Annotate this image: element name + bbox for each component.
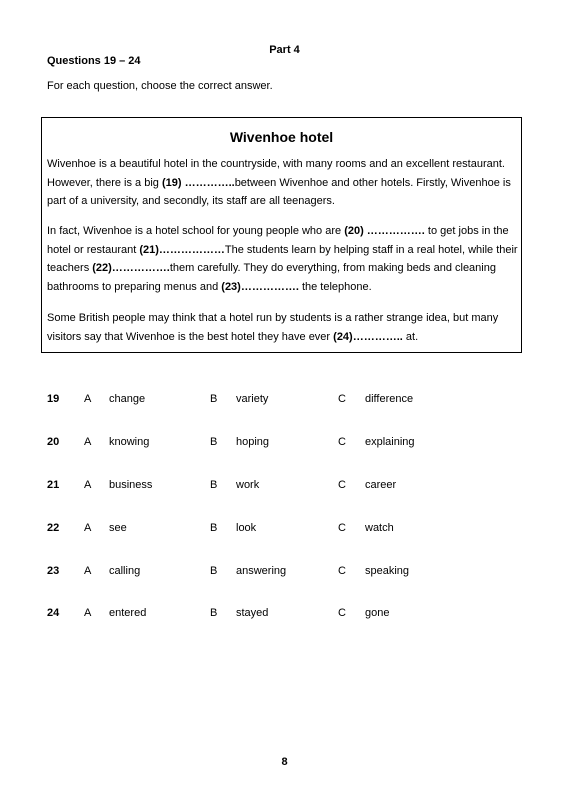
option-letter-b: B bbox=[210, 607, 218, 619]
gap-19: (19) ………….. bbox=[161, 176, 235, 189]
option-a[interactable]: see bbox=[109, 522, 127, 534]
option-b[interactable]: answering bbox=[236, 565, 287, 577]
option-a[interactable]: calling bbox=[109, 565, 141, 577]
passage-paragraph-1 bbox=[47, 155, 519, 211]
option-a[interactable]: knowing bbox=[109, 436, 150, 448]
option-b[interactable]: variety bbox=[236, 393, 269, 405]
question-row-20 bbox=[0, 436, 569, 452]
option-c[interactable]: difference bbox=[365, 393, 414, 405]
passage-title: Wivenhoe hotel bbox=[229, 129, 334, 145]
questions-range-heading: Questions 19 – 24 bbox=[47, 55, 141, 67]
option-b[interactable]: hoping bbox=[236, 436, 270, 448]
option-letter-a: A bbox=[84, 479, 92, 491]
option-letter-b: B bbox=[210, 565, 218, 577]
option-letter-b: B bbox=[210, 479, 218, 491]
option-letter-a: A bbox=[84, 522, 92, 534]
gap-24: (24)………….. bbox=[333, 330, 403, 343]
passage-text: to get jobs in the hotel or restaurant bbox=[47, 225, 509, 256]
question-row-22 bbox=[0, 522, 569, 538]
option-letter-a: A bbox=[84, 565, 92, 577]
option-letter-b: B bbox=[210, 393, 218, 405]
option-c[interactable]: watch bbox=[365, 522, 394, 534]
question-number: 22 bbox=[47, 522, 60, 534]
passage-paragraph-2 bbox=[47, 222, 519, 296]
option-letter-a: A bbox=[84, 436, 92, 448]
gap-20: (20) ……………. bbox=[344, 225, 425, 237]
part-heading: Part 4 bbox=[269, 44, 300, 56]
gap-23: (23)……………. bbox=[221, 280, 299, 293]
question-number: 23 bbox=[47, 565, 60, 577]
option-letter-b: B bbox=[210, 436, 218, 448]
question-row-23 bbox=[0, 565, 569, 581]
question-row-24 bbox=[0, 607, 569, 623]
gap-22: (22)……………. bbox=[92, 262, 170, 274]
passage-box bbox=[41, 117, 522, 353]
option-letter-a: A bbox=[84, 393, 92, 405]
passage-text: In fact, Wivenhoe is a hotel school for young people who are bbox=[47, 225, 345, 237]
option-c[interactable]: speaking bbox=[365, 565, 410, 577]
gap-21: (21)……………… bbox=[139, 243, 225, 256]
question-row-21 bbox=[0, 479, 569, 495]
passage-paragraph-3 bbox=[47, 309, 519, 346]
question-number: 19 bbox=[47, 393, 60, 405]
option-letter-b: B bbox=[210, 522, 218, 534]
option-b[interactable]: stayed bbox=[236, 607, 269, 619]
passage-text: Wivenhoe is a beautiful hotel in the countryside, with many rooms and an excellent restaurant. However, there is a big bbox=[47, 158, 505, 189]
question-number: 20 bbox=[47, 436, 60, 448]
passage-text: the telephone. bbox=[298, 280, 372, 293]
option-c[interactable]: career bbox=[365, 479, 397, 491]
option-b[interactable]: look bbox=[236, 522, 257, 534]
option-letter-c: C bbox=[338, 565, 346, 577]
option-letter-c: C bbox=[338, 607, 346, 619]
question-row-19 bbox=[0, 393, 569, 409]
passage-text: The students learn by helping staff in a real hotel, while their teachers bbox=[47, 243, 518, 274]
option-c[interactable]: gone bbox=[365, 607, 390, 619]
passage-text: between Wivenhoe and other hotels. Firstly, Wivenhoe is part of a university, and secondly, its staff are all teenagers. bbox=[47, 176, 511, 207]
option-letter-c: C bbox=[338, 393, 346, 405]
option-a[interactable]: business bbox=[109, 479, 153, 491]
option-letter-c: C bbox=[338, 522, 346, 534]
option-letter-a: A bbox=[84, 607, 92, 619]
passage-text: Some British people may think that a hotel run by students is a rather strange idea, but many visitors say that Wivenhoe is the best hotel they have ever bbox=[47, 312, 499, 343]
option-b[interactable]: work bbox=[236, 479, 260, 491]
option-letter-c: C bbox=[338, 436, 346, 448]
option-letter-c: C bbox=[338, 479, 346, 491]
passage-text: at. bbox=[402, 330, 419, 343]
question-number: 24 bbox=[47, 607, 60, 619]
page-number: 8 bbox=[281, 756, 288, 768]
passage-text: them carefully. They do everything, from making beds and cleaning bathrooms to preparing menus and bbox=[47, 262, 496, 293]
question-number: 21 bbox=[47, 479, 60, 491]
option-c[interactable]: explaining bbox=[365, 436, 415, 448]
option-a[interactable]: change bbox=[109, 393, 146, 405]
instruction-text: For each question, choose the correct answer. bbox=[47, 80, 273, 92]
option-a[interactable]: entered bbox=[109, 607, 147, 619]
